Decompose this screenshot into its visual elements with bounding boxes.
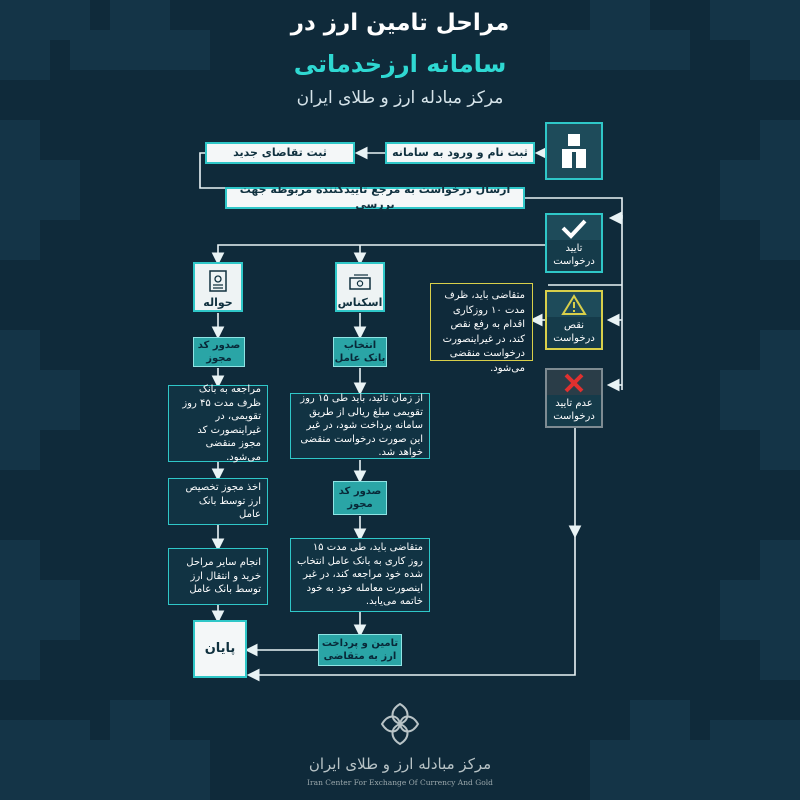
warning-icon [561,292,587,317]
banknote-icon [348,264,372,292]
footer-logo-english: Iran Center For Exchange Of Currency And Gold [307,778,493,787]
title-line-3: مرکز مبادله ارز و طلای ایران [296,88,504,108]
approve-label: تایید درخواست [547,240,601,271]
approve-box [545,213,603,273]
defect-label: نقص درخواست [547,317,601,348]
send-request-step: ارسال درخواست به مرجع تاییدکننده مربوطه جهت بررسی [225,187,525,209]
register-step: ثبت نام و ورود به سامانه [385,142,535,164]
eskenas-step-5: تامین و پرداخت ارز به متقاضی [318,634,402,666]
havale-step-3: اخذ مجوز تخصیص ارز توسط بانک عامل [168,478,268,525]
havale-step-1: صدور کد مجوز [193,337,245,367]
footer-logo-text: مرکز مبادله ارز و طلای ایران [308,755,492,773]
eskenas-step-2: از زمان تائید، باید طی ۱۵ روز تقویمی مبلغ ریالی از طریق سامانه پرداخت شود، در غیر این صورت درخواست منقضی خواهد شد. [290,393,430,459]
eskenas-step-1: انتخاب بانک عامل [333,337,387,367]
eskenas-step-4: متقاضی باید، طی مدت ۱۵ روز کاری به بانک عامل انتخاب شده خود مراجعه کند، در غیر اینصورت معامله خود به خود خاتمه می‌یابد. [290,538,430,612]
havale-step-4: انجام سایر مراحل خرید و انتقال ارز توسط بانک عامل [168,548,268,605]
defect-note: متقاضی باید، ظرف مدت ۱۰ روزکاری اقدام به رفع نقص کند، در غیراینصورت درخواست منقضی می‌شود. [430,283,533,361]
logo-emblem [378,700,422,748]
reject-label: عدم تایید درخواست [547,395,601,426]
havale-step-2: مراجعه به بانک ظرف مدت ۴۵ روز تقویمی، در غیراینصورت کد مجوز منقضی می‌شود. [168,385,268,462]
document-icon [209,264,227,292]
cross-icon [562,370,586,395]
havale-box [193,262,243,312]
defect-box [545,290,603,350]
title-line-1: مراحل تامین ارز در [290,10,510,36]
eskenas-box [335,262,385,312]
eskenas-step-3: صدور کد مجوز [333,481,387,515]
check-icon [560,215,588,240]
reject-box [545,368,603,428]
user-box [545,122,603,180]
havale-label: حواله [203,296,233,309]
end-box: پایان [193,620,247,678]
title-line-2: سامانه ارزخدماتی [293,50,507,78]
eskenas-label: اسکناس [337,296,383,309]
user-icon [557,124,591,178]
new-request-step: ثبت تقاضای جدید [205,142,355,164]
